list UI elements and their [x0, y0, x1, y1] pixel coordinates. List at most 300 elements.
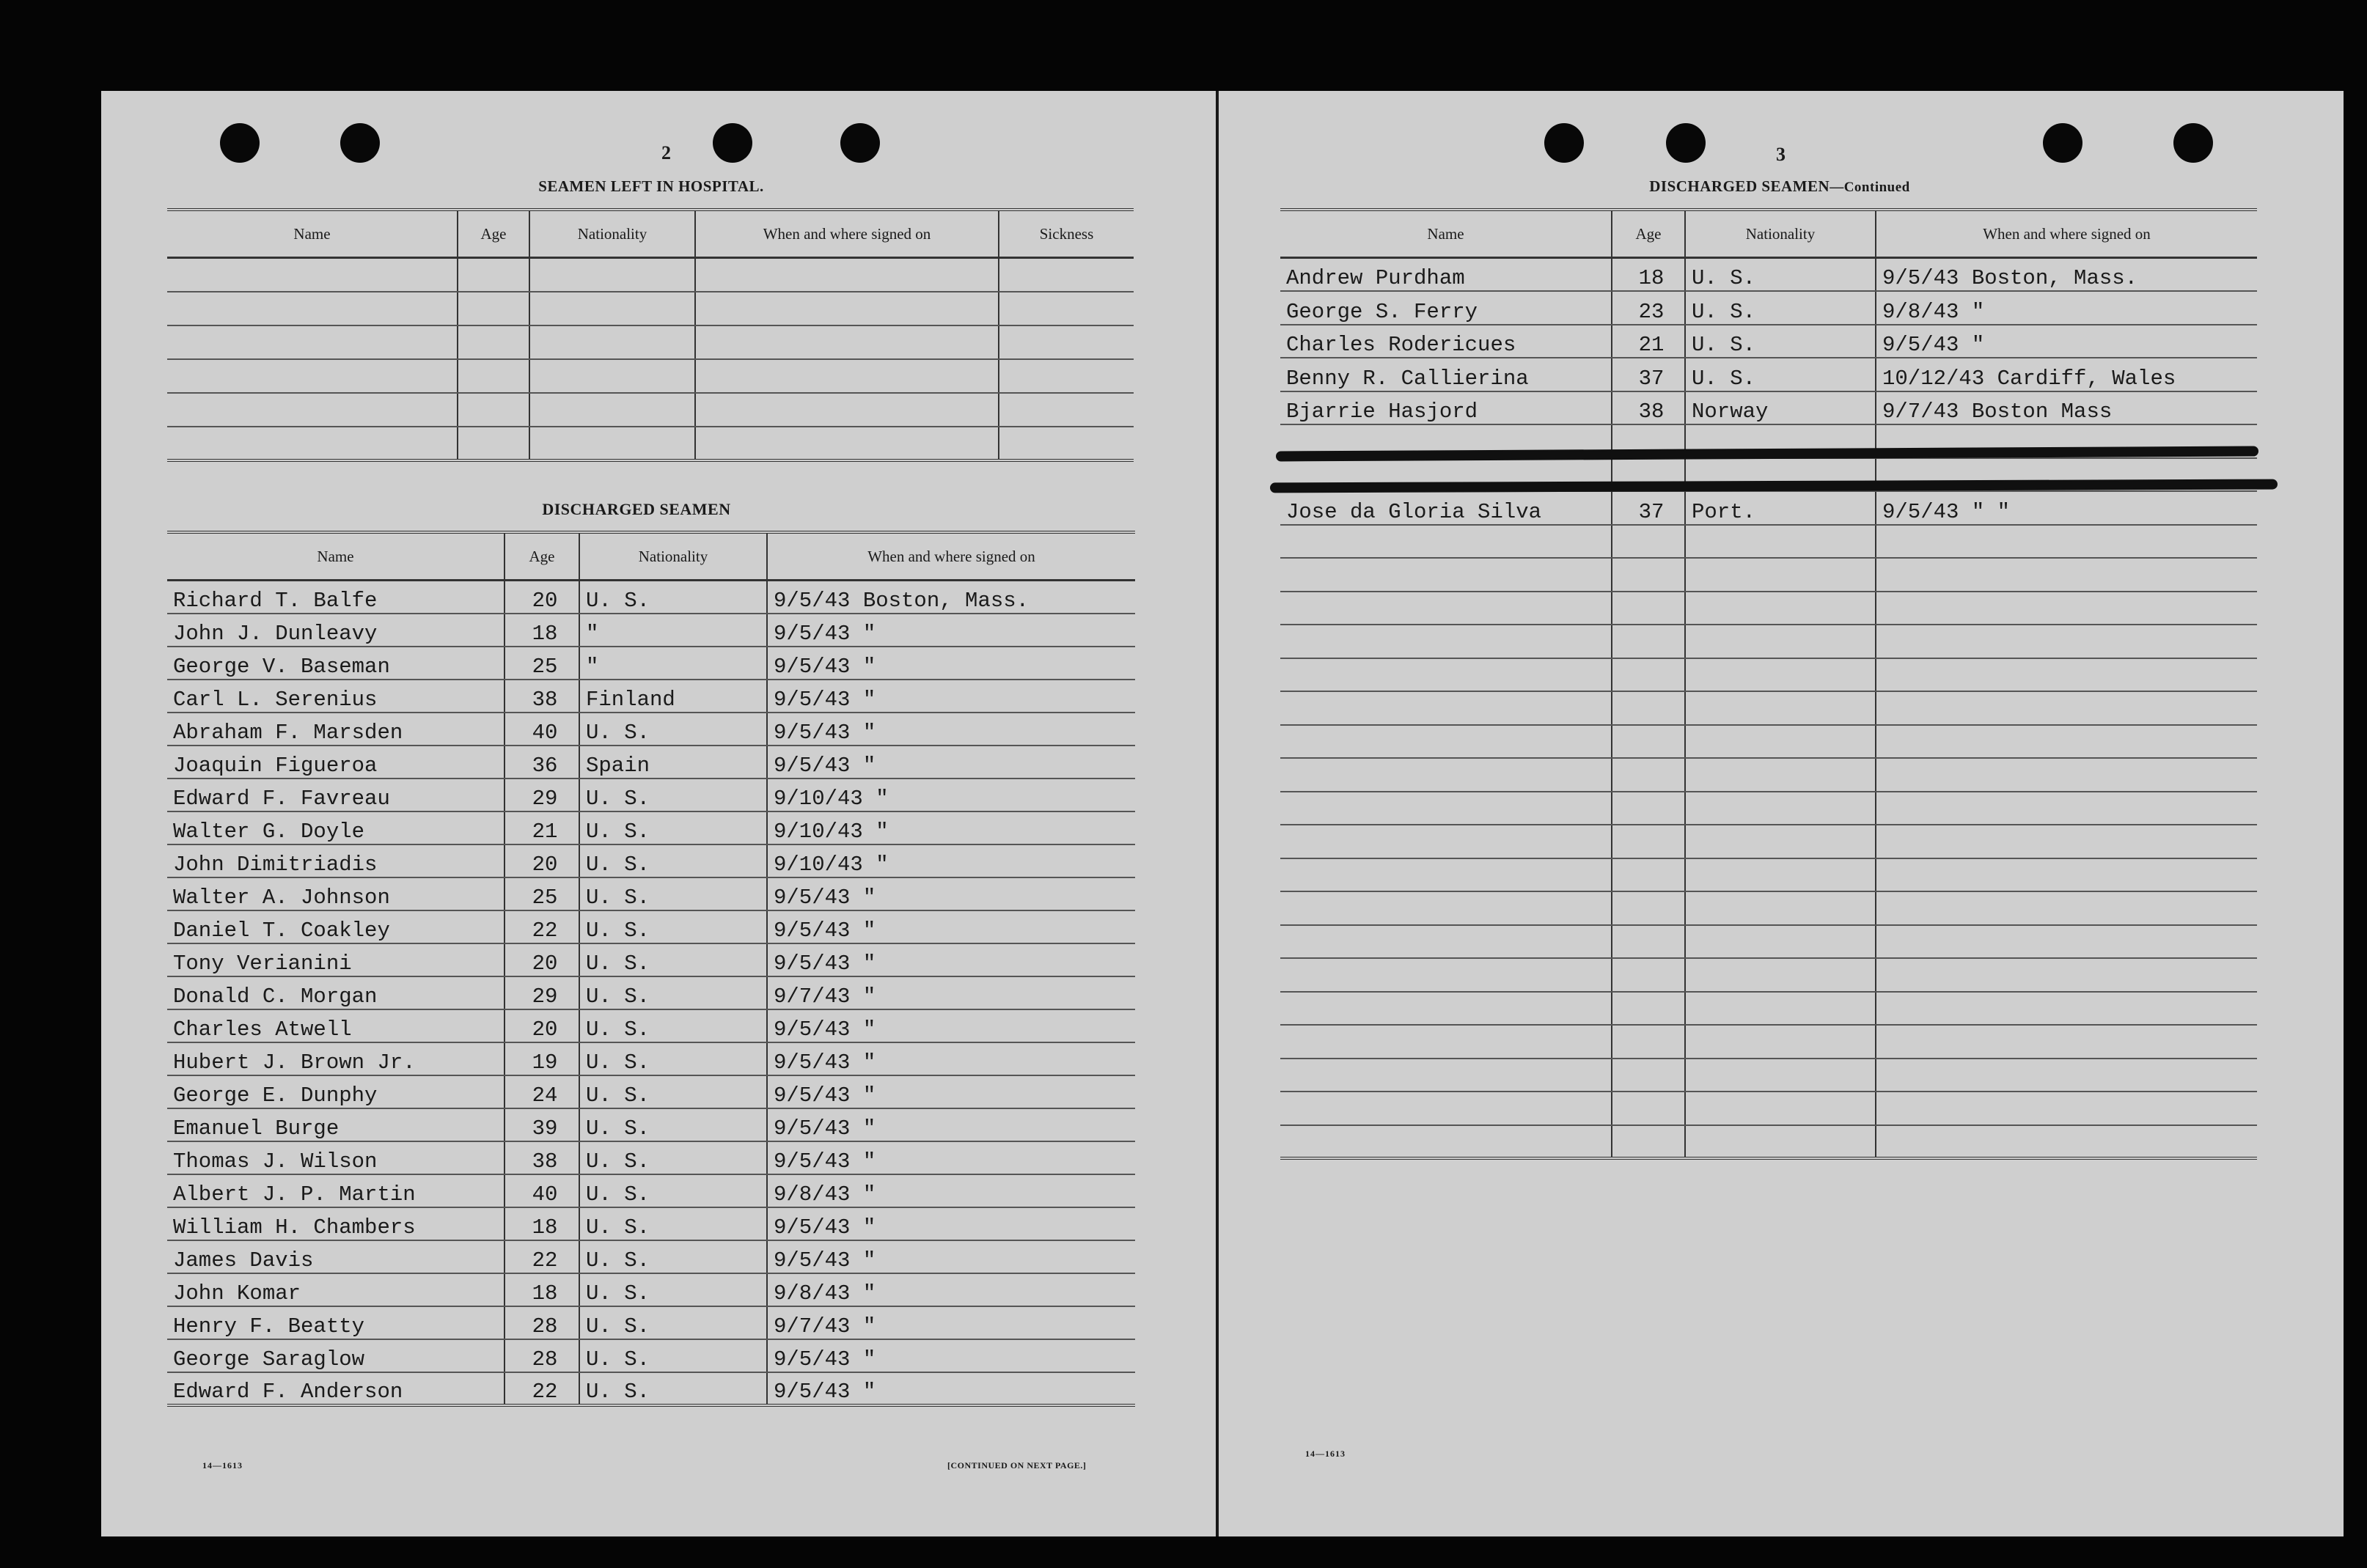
cell-nationality: U. S.: [579, 943, 767, 976]
cell-name: Daniel T. Coakley: [167, 910, 504, 943]
cell-sickness: [999, 258, 1134, 292]
cell-age: 36: [504, 746, 579, 779]
cell-name: Carl L. Serenius: [167, 680, 504, 713]
cell-signed-on: 9/5/43 ": [767, 1141, 1135, 1174]
cell-signed-on: 9/5/43 ": [767, 680, 1135, 713]
cell-nationality: U. S.: [579, 844, 767, 877]
cell-age: [1612, 558, 1685, 592]
hospital-table: [167, 208, 1134, 462]
table-row: [167, 1009, 1135, 1042]
cell-signed-on: 9/5/43 ": [767, 1372, 1135, 1405]
punch-hole: [2173, 123, 2213, 163]
cell-age: [458, 359, 529, 393]
punch-hole: [840, 123, 880, 163]
table-row: [1280, 858, 2257, 892]
cell-nationality: [1685, 825, 1876, 858]
cell-signed-on: 9/8/43 ": [767, 1273, 1135, 1306]
header-nationality: Nationality: [1685, 210, 1876, 258]
punch-hole: [220, 123, 260, 163]
table-row: [167, 258, 1134, 292]
table-row: [167, 811, 1135, 844]
cell-nationality: [1685, 758, 1876, 792]
cell-age: 20: [504, 581, 579, 614]
table-row: [1280, 525, 2257, 559]
cell-signed-on: [1876, 625, 2257, 658]
form-number: 14—1613: [202, 1460, 243, 1471]
header-age: Age: [458, 210, 529, 258]
cell-signed-on: 9/5/43 ": [767, 647, 1135, 680]
cell-name: Charles Atwell: [167, 1009, 504, 1042]
table-row: [167, 1042, 1135, 1075]
cell-nationality: U. S.: [1685, 291, 1876, 325]
cell-name: [1280, 592, 1612, 625]
cell-age: [1612, 691, 1685, 725]
cell-name: [1280, 1025, 1612, 1059]
right-page: [1219, 91, 2344, 1536]
cell-name: [1280, 925, 1612, 959]
cell-sickness: [999, 393, 1134, 427]
cell-nationality: U. S.: [579, 713, 767, 746]
cell-age: [1612, 525, 1685, 559]
cell-name: [1280, 1059, 1612, 1092]
table-row: [167, 1339, 1135, 1372]
cell-signed-on: 9/7/43 ": [767, 976, 1135, 1009]
cell-age: 24: [504, 1075, 579, 1108]
table-row: [167, 844, 1135, 877]
cell-name: [1280, 658, 1612, 692]
cell-signed-on: [1876, 658, 2257, 692]
cell-name: [1280, 825, 1612, 858]
cell-signed-on: [1876, 958, 2257, 992]
table-row: [167, 976, 1135, 1009]
cell-nationality: U. S.: [579, 976, 767, 1009]
cell-name: Tony Verianini: [167, 943, 504, 976]
cell-age: [458, 427, 529, 460]
title-main: DISCHARGED SEAMEN: [1649, 177, 1830, 195]
cell-name: Henry F. Beatty: [167, 1306, 504, 1339]
cell-signed-on: [1876, 1025, 2257, 1059]
title-suffix: —Continued: [1830, 180, 1910, 195]
cell-name: Walter G. Doyle: [167, 811, 504, 844]
cell-signed-on: 9/7/43 Boston Mass: [1876, 391, 2257, 425]
cell-age: [1612, 992, 1685, 1026]
cell-nationality: [1685, 925, 1876, 959]
punch-hole: [1544, 123, 1584, 163]
cell-nationality: U. S.: [579, 877, 767, 910]
cell-age: 25: [504, 877, 579, 910]
cell-age: [458, 292, 529, 325]
discharged-continued-table: [1280, 208, 2257, 1160]
cell-age: 40: [504, 713, 579, 746]
cell-signed-on: 9/5/43 ": [767, 1108, 1135, 1141]
cell-age: 37: [1612, 358, 1685, 391]
table-row: [167, 1141, 1135, 1174]
cell-signed-on: [1876, 891, 2257, 925]
cell-signed-on: 9/5/43 ": [767, 910, 1135, 943]
table-row: [1280, 825, 2257, 858]
cell-age: 21: [504, 811, 579, 844]
cell-name: [1280, 725, 1612, 759]
table-row: [1280, 325, 2257, 358]
cell-signed-on: [695, 359, 999, 393]
discharged-continued-title: [1607, 177, 1952, 196]
cell-name: Richard T. Balfe: [167, 581, 504, 614]
header-signed-on: When and where signed on: [695, 210, 999, 258]
table-row: [1280, 725, 2257, 759]
cell-name: [1280, 992, 1612, 1026]
cell-age: 19: [504, 1042, 579, 1075]
cell-signed-on: 9/5/43 ": [767, 1207, 1135, 1240]
table-row: [1280, 358, 2257, 391]
cell-name: George E. Dunphy: [167, 1075, 504, 1108]
cell-name: Bjarrie Hasjord: [1280, 391, 1612, 425]
cell-age: 22: [504, 1240, 579, 1273]
left-page: [101, 91, 1216, 1536]
cell-nationality: U. S.: [579, 1306, 767, 1339]
cell-age: [1612, 758, 1685, 792]
cell-signed-on: 9/5/43 ": [767, 713, 1135, 746]
cell-nationality: U. S.: [579, 779, 767, 811]
cell-name: Donald C. Morgan: [167, 976, 504, 1009]
cell-nationality: [1685, 658, 1876, 692]
cell-name: Walter A. Johnson: [167, 877, 504, 910]
cell-signed-on: [1876, 592, 2257, 625]
cell-age: [1612, 958, 1685, 992]
table-row: [1280, 1092, 2257, 1125]
table-row: [1280, 1125, 2257, 1159]
cell-name: [1280, 792, 1612, 825]
cell-sickness: [999, 292, 1134, 325]
cell-sickness: [999, 325, 1134, 359]
cell-name: [167, 427, 458, 460]
cell-age: 22: [504, 910, 579, 943]
cell-nationality: U. S.: [579, 1372, 767, 1405]
cell-nationality: U. S.: [579, 1174, 767, 1207]
cell-name: [1280, 1125, 1612, 1159]
table-row: [167, 746, 1135, 779]
cell-age: 37: [1612, 491, 1685, 525]
discharged-seamen-table: [167, 531, 1135, 1407]
table-row: [167, 877, 1135, 910]
table-row: [167, 1108, 1135, 1141]
cell-signed-on: [1876, 858, 2257, 892]
continued-note: [CONTINUED ON NEXT PAGE.]: [947, 1460, 1087, 1471]
cell-age: 25: [504, 647, 579, 680]
cell-name: Abraham F. Marsden: [167, 713, 504, 746]
cell-nationality: Finland: [579, 680, 767, 713]
header-age: Age: [1612, 210, 1685, 258]
cell-signed-on: [1876, 558, 2257, 592]
table-row: [1280, 258, 2257, 292]
cell-age: [1612, 625, 1685, 658]
table-row: [167, 1174, 1135, 1207]
cell-name: [1280, 858, 1612, 892]
cell-signed-on: [1876, 525, 2257, 559]
cell-name: Hubert J. Brown Jr.: [167, 1042, 504, 1075]
punch-hole: [340, 123, 380, 163]
cell-age: 38: [504, 680, 579, 713]
cell-signed-on: 9/10/43 ": [767, 844, 1135, 877]
cell-name: [167, 258, 458, 292]
cell-age: 40: [504, 1174, 579, 1207]
cell-signed-on: [1876, 758, 2257, 792]
header-sickness: Sickness: [999, 210, 1134, 258]
cell-nationality: [1685, 592, 1876, 625]
cell-signed-on: 9/7/43 ": [767, 1306, 1135, 1339]
cell-age: 29: [504, 779, 579, 811]
cell-name: [1280, 758, 1612, 792]
cell-age: [1612, 891, 1685, 925]
cell-age: 29: [504, 976, 579, 1009]
table-row: [1280, 891, 2257, 925]
table-row: [167, 292, 1134, 325]
table-row: [167, 1240, 1135, 1273]
cell-signed-on: [695, 258, 999, 292]
cell-age: 23: [1612, 291, 1685, 325]
cell-age: 18: [504, 614, 579, 647]
cell-age: 18: [1612, 258, 1685, 292]
cell-name: John J. Dunleavy: [167, 614, 504, 647]
cell-signed-on: 9/5/43 Boston, Mass.: [1876, 258, 2257, 292]
cell-age: [1612, 1125, 1685, 1159]
cell-nationality: [529, 427, 695, 460]
cell-nationality: U. S.: [579, 1141, 767, 1174]
cell-name: Charles Rodericues: [1280, 325, 1612, 358]
table-row: [167, 325, 1134, 359]
table-row: [1280, 958, 2257, 992]
cell-nationality: [529, 359, 695, 393]
table-row: [167, 1372, 1135, 1405]
cell-signed-on: 9/10/43 ": [767, 811, 1135, 844]
cell-age: 20: [504, 1009, 579, 1042]
cell-nationality: [529, 393, 695, 427]
table-row: [167, 680, 1135, 713]
cell-sickness: [999, 427, 1134, 460]
cell-age: 20: [504, 844, 579, 877]
table-row: [1280, 658, 2257, 692]
cell-signed-on: 9/5/43 ": [767, 877, 1135, 910]
cell-nationality: U. S.: [579, 1339, 767, 1372]
table-row: [167, 713, 1135, 746]
table-row: [167, 910, 1135, 943]
cell-age: [1612, 792, 1685, 825]
cell-nationality: [1685, 792, 1876, 825]
cell-age: [458, 325, 529, 359]
cell-name: Albert J. P. Martin: [167, 1174, 504, 1207]
cell-nationality: U. S.: [1685, 358, 1876, 391]
header-nationality: Nationality: [529, 210, 695, 258]
cell-name: [1280, 525, 1612, 559]
table-row: [1280, 558, 2257, 592]
cell-nationality: [529, 258, 695, 292]
cell-nationality: U. S.: [579, 1042, 767, 1075]
punch-hole: [2043, 123, 2082, 163]
cell-nationality: U. S.: [579, 910, 767, 943]
cell-name: William H. Chambers: [167, 1207, 504, 1240]
cell-nationality: U. S.: [579, 1075, 767, 1108]
page-number: 3: [1776, 144, 1786, 165]
cell-signed-on: [1876, 725, 2257, 759]
cell-signed-on: [695, 292, 999, 325]
cell-signed-on: [695, 427, 999, 460]
cell-age: [1612, 1025, 1685, 1059]
cell-name: Jose da Gloria Silva: [1280, 491, 1612, 525]
cell-signed-on: 9/5/43 ": [1876, 325, 2257, 358]
cell-nationality: U. S.: [579, 1108, 767, 1141]
header-age: Age: [504, 532, 579, 581]
header-nationality: Nationality: [579, 532, 767, 581]
table-row: [167, 1207, 1135, 1240]
cell-name: [1280, 958, 1612, 992]
cell-name: Emanuel Burge: [167, 1108, 504, 1141]
cell-name: James Davis: [167, 1240, 504, 1273]
cell-name: [1280, 891, 1612, 925]
cell-age: [1612, 1092, 1685, 1125]
table-row: [167, 1273, 1135, 1306]
cell-nationality: U. S.: [579, 1273, 767, 1306]
table-row: [1280, 625, 2257, 658]
cell-nationality: [1685, 992, 1876, 1026]
cell-signed-on: 9/5/43 ": [767, 1042, 1135, 1075]
cell-age: [1612, 825, 1685, 858]
header-name: Name: [167, 210, 458, 258]
table-row: [167, 647, 1135, 680]
cell-nationality: [1685, 858, 1876, 892]
cell-signed-on: 9/8/43 ": [1876, 291, 2257, 325]
cell-nationality: [529, 292, 695, 325]
cell-age: [1612, 1059, 1685, 1092]
table-row: [1280, 925, 2257, 959]
cell-name: Joaquin Figueroa: [167, 746, 504, 779]
cell-name: [167, 359, 458, 393]
table-row: [1280, 291, 2257, 325]
cell-name: [1280, 625, 1612, 658]
cell-nationality: [1685, 1092, 1876, 1125]
cell-name: Benny R. Callierina: [1280, 358, 1612, 391]
cell-nationality: [1685, 625, 1876, 658]
cell-age: [1612, 658, 1685, 692]
cell-signed-on: 9/5/43 ": [767, 1009, 1135, 1042]
cell-nationality: Spain: [579, 746, 767, 779]
cell-name: [1280, 691, 1612, 725]
cell-signed-on: [1876, 792, 2257, 825]
cell-signed-on: 9/10/43 ": [767, 779, 1135, 811]
cell-name: Edward F. Favreau: [167, 779, 504, 811]
discharged-section-title: DISCHARGED SEAMEN: [542, 500, 731, 518]
cell-signed-on: [1876, 691, 2257, 725]
cell-sickness: [999, 359, 1134, 393]
cell-nationality: U. S.: [579, 1207, 767, 1240]
hospital-section-title: SEAMEN LEFT IN HOSPITAL.: [538, 177, 764, 195]
table-row: [1280, 792, 2257, 825]
cell-signed-on: 9/5/43 Boston, Mass.: [767, 581, 1135, 614]
cell-nationality: [1685, 958, 1876, 992]
cell-name: [167, 393, 458, 427]
cell-nationality: U. S.: [579, 581, 767, 614]
cell-age: [1612, 858, 1685, 892]
cell-age: 38: [1612, 391, 1685, 425]
cell-nationality: [1685, 691, 1876, 725]
cell-signed-on: 9/5/43 " ": [1876, 491, 2257, 525]
cell-signed-on: [1876, 992, 2257, 1026]
header-name: Name: [167, 532, 504, 581]
table-row: [1280, 391, 2257, 425]
cell-name: Edward F. Anderson: [167, 1372, 504, 1405]
table-row: [1280, 758, 2257, 792]
cell-signed-on: [1876, 1092, 2257, 1125]
cell-nationality: [1685, 1125, 1876, 1159]
cell-name: [1280, 558, 1612, 592]
table-row: [167, 1075, 1135, 1108]
table-row: [1280, 1059, 2257, 1092]
cell-nationality: [1685, 525, 1876, 559]
cell-signed-on: 9/5/43 ": [767, 614, 1135, 647]
cell-signed-on: [695, 325, 999, 359]
cell-nationality: [1685, 558, 1876, 592]
cell-nationality: ": [579, 614, 767, 647]
table-row: [1280, 1025, 2257, 1059]
cell-nationality: ": [579, 647, 767, 680]
cell-age: [1612, 725, 1685, 759]
cell-age: 22: [504, 1372, 579, 1405]
header-signed-on: When and where signed on: [767, 532, 1135, 581]
cell-name: John Dimitriadis: [167, 844, 504, 877]
cell-name: [167, 292, 458, 325]
punch-hole: [1666, 123, 1706, 163]
cell-age: 21: [1612, 325, 1685, 358]
cell-nationality: [1685, 1059, 1876, 1092]
table-row: [167, 614, 1135, 647]
form-number: 14—1613: [1305, 1449, 1346, 1459]
table-row: [1280, 491, 2257, 525]
cell-age: 39: [504, 1108, 579, 1141]
cell-nationality: U. S.: [1685, 258, 1876, 292]
cell-signed-on: [1876, 1125, 2257, 1159]
cell-name: [1280, 1092, 1612, 1125]
cell-age: 20: [504, 943, 579, 976]
cell-name: [167, 325, 458, 359]
cell-nationality: U. S.: [579, 811, 767, 844]
cell-age: [458, 258, 529, 292]
punch-hole: [713, 123, 752, 163]
cell-nationality: [529, 325, 695, 359]
cell-nationality: Port.: [1685, 491, 1876, 525]
cell-name: George V. Baseman: [167, 647, 504, 680]
table-row: [1280, 992, 2257, 1026]
cell-age: [1612, 592, 1685, 625]
table-row: [167, 779, 1135, 811]
cell-signed-on: [1876, 925, 2257, 959]
cell-name: Andrew Purdham: [1280, 258, 1612, 292]
table-row: [167, 1306, 1135, 1339]
table-row: [167, 393, 1134, 427]
cell-signed-on: 9/5/43 ": [767, 943, 1135, 976]
table-row: [1280, 592, 2257, 625]
cell-signed-on: 9/5/43 ": [767, 1075, 1135, 1108]
cell-signed-on: 10/12/43 Cardiff, Wales: [1876, 358, 2257, 391]
cell-age: 28: [504, 1306, 579, 1339]
table-row: [167, 581, 1135, 614]
cell-signed-on: 9/5/43 ": [767, 746, 1135, 779]
cell-name: George S. Ferry: [1280, 291, 1612, 325]
cell-name: George Saraglow: [167, 1339, 504, 1372]
cell-age: 28: [504, 1339, 579, 1372]
page-number: 2: [661, 142, 671, 163]
cell-signed-on: 9/5/43 ": [767, 1240, 1135, 1273]
cell-nationality: Norway: [1685, 391, 1876, 425]
table-row: [1280, 691, 2257, 725]
cell-age: [1612, 925, 1685, 959]
